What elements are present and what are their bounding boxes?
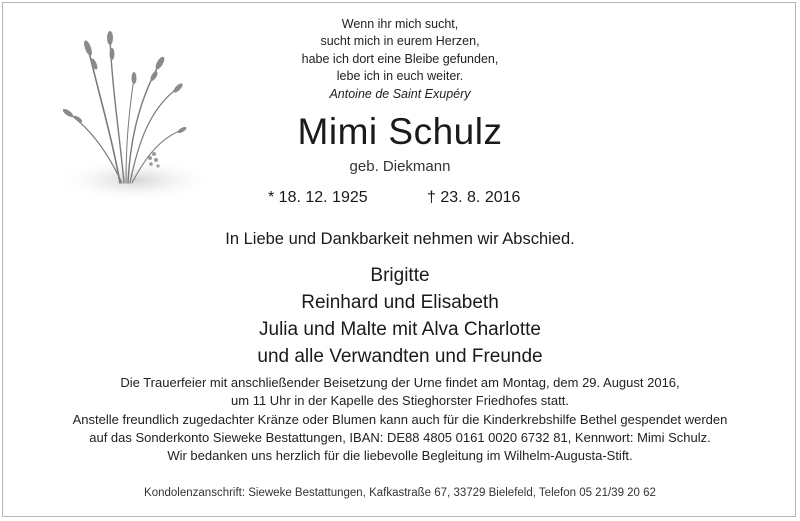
mourner-entry: Julia und Malte mit Alva Charlotte (259, 319, 541, 340)
mourner-entry: Reinhard und Elisabeth (301, 292, 499, 313)
deceased-name: Mimi Schulz (297, 111, 503, 152)
poem-line: habe ich dort eine Bleibe gefunden, (301, 51, 499, 66)
donation-line: Anstelle freundlich zugedachter Kränze oder Blumen kann auch für die Kinderkrebshilfe Bethel gespendet werden (72, 411, 728, 427)
poem (230, 16, 570, 103)
mourners-list (150, 262, 650, 370)
grass-flower-icon (50, 18, 215, 203)
donation-line: auf das Sonderkonto Sieweke Bestattungen, IBAN: DE88 4805 0161 0020 6732 81, Kennwort: Mimi Schulz. (89, 429, 711, 445)
birth-name: geb. Diekmann (349, 158, 451, 175)
farewell-line: In Liebe und Dankbarkeit nehmen wir Abschied. (225, 230, 575, 248)
thanks-line: Wir bedanken uns herzlich für die liebevolle Begleitung im Wilhelm-Augusta-Stift. (167, 448, 633, 464)
death-date: † 23. 8. 2016 (427, 189, 521, 206)
mourner-entry: Brigitte (370, 265, 430, 286)
ceremony-line: Die Trauerfeier mit anschließender Beisetzung der Urne findet am Montag, dem 29. August 2016, (120, 375, 680, 390)
ceremony-line: um 11 Uhr in der Kapelle des Stieghorster Friedhofes statt. (231, 393, 569, 409)
birth-date: * 18. 12. 1925 (268, 189, 368, 206)
poem-line: Wenn ihr mich sucht, (341, 17, 459, 31)
poem-line: sucht mich in eurem Herzen, (320, 34, 480, 49)
funeral-notes (60, 374, 740, 465)
mourner-entry: und alle Verwandten und Freunde (257, 346, 543, 367)
poem-author: Antoine de Saint Exupéry (329, 86, 471, 101)
poem-line: lebe ich in euch weiter. (336, 69, 464, 84)
condolence-address: Kondolenzanschrift: Sieweke Bestattungen, Kafkastraße 67, 33729 Bielefeld, Telefon 05 21/39 20 62 (144, 487, 656, 499)
